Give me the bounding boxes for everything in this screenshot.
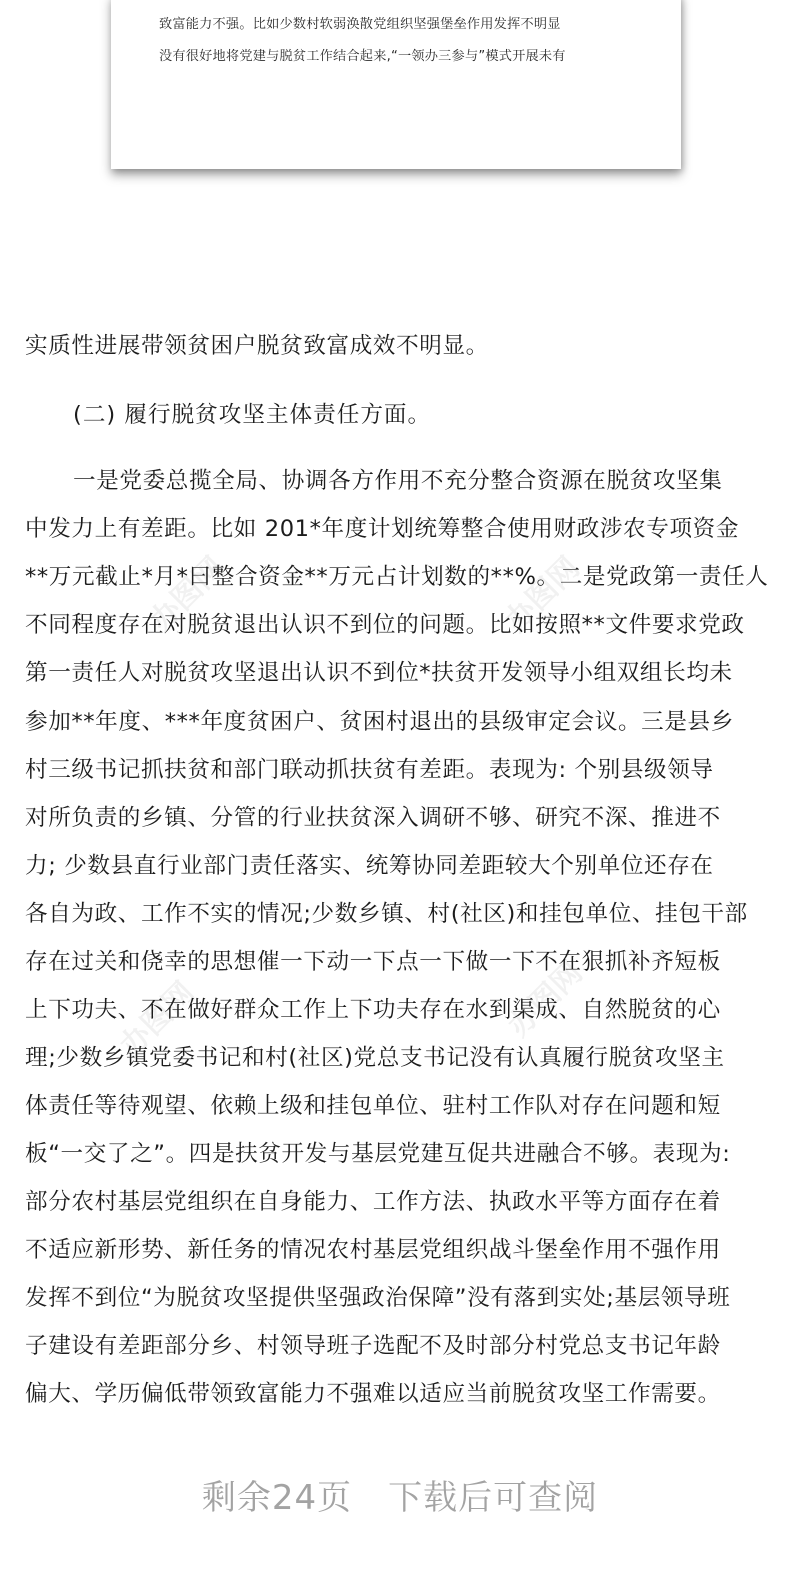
watermark: 办图网	[113, 975, 202, 1064]
page-preview-card	[111, 0, 681, 169]
text-line: 发挥不到位“为脱贫攻坚提供坚强政治保障”没有落到实处;基层领导班	[25, 1285, 731, 1311]
text-line: 体责任等待观望、依赖上级和挂包单位、驻村工作队对存在问题和短	[25, 1093, 721, 1119]
text-line: 村三级书记抓扶贫和部门联动抓扶贫有差距。表现为: 个别县级领导	[25, 757, 714, 783]
text-line: 一是党委总揽全局、协调各方作用不充分整合资源在脱贫攻坚集	[73, 468, 723, 494]
preview-line: 没有很好地将党建与脱贫工作结合起来,“一领办三参与”模式开展未有	[159, 49, 566, 64]
text-line: 不适应新形势、新任务的情况农村基层党组织战斗堡垒作用不强作用	[25, 1237, 721, 1263]
text-line: 偏大、学历偏低带领致富能力不强难以适应当前脱贫攻坚工作需要。	[25, 1381, 721, 1407]
text-line: 理;少数乡镇党委书记和村(社区)党总支书记没有认真履行脱贫攻坚主	[25, 1045, 725, 1071]
remaining-pages-label: 剩余24页	[201, 1478, 353, 1518]
text-line: 实质性进展带领贫困户脱贫致富成效不明显。	[25, 333, 489, 359]
text-line: 参加**年度、***年度贫困户、贫困村退出的县级审定会议。三是县乡	[25, 709, 734, 735]
text-line: 对所负责的乡镇、分管的行业扶贫深入调研不够、研究不深、推进不	[25, 805, 721, 831]
download-to-view-label[interactable]: 下载后可查阅	[388, 1478, 599, 1518]
text-line: 各自为政、工作不实的情况;少数乡镇、村(社区)和挂包单位、挂包干部	[25, 901, 748, 927]
watermark: 办图网	[143, 550, 232, 639]
text-line: 子建设有差距部分乡、村领导班子选配不及时部分村党总支书记年龄	[25, 1333, 721, 1359]
preview-line	[159, 0, 659, 2]
text-line: 中发力上有差距。比如 201*年度计划统筹整合使用财政涉农专项资金	[25, 516, 740, 542]
text-line: 存在过关和侥幸的思想催一下动一下点一下做一下不在狠抓补齐短板	[25, 949, 721, 975]
text-line: 第一责任人对脱贫攻坚退出认识不到位*扶贫开发领导小组双组长均未	[25, 660, 733, 686]
watermark: 办图网	[498, 550, 587, 639]
text-line: 上下功夫、不在做好群众工作上下功夫存在水到渠成、自然脱贫的心	[25, 997, 721, 1023]
watermark: 办图网	[501, 955, 590, 1044]
text-line: 部分农村基层党组织在自身能力、工作方法、执政水平等方面存在着	[25, 1189, 721, 1215]
section-heading: (二) 履行脱贫攻坚主体责任方面。	[73, 402, 432, 428]
text-line: 不同程度存在对脱贫退出认识不到位的问题。比如按照**文件要求党政	[25, 612, 745, 638]
text-line: **万元截止*月*曰整合资金**万元占计划数的**%。二是党政第一责任人	[25, 564, 769, 590]
preview-line: 致富能力不强。比如少数村软弱涣散党组织坚强堡垒作用发挥不明显	[159, 17, 561, 32]
text-line: 板“一交了之”。四是扶贫开发与基层党建互促共进融合不够。表现为:	[25, 1141, 731, 1167]
download-prompt[interactable]	[0, 1470, 800, 1519]
text-line: 力; 少数县直行业部门责任落实、统筹协同差距较大个别单位还存在	[25, 853, 714, 879]
